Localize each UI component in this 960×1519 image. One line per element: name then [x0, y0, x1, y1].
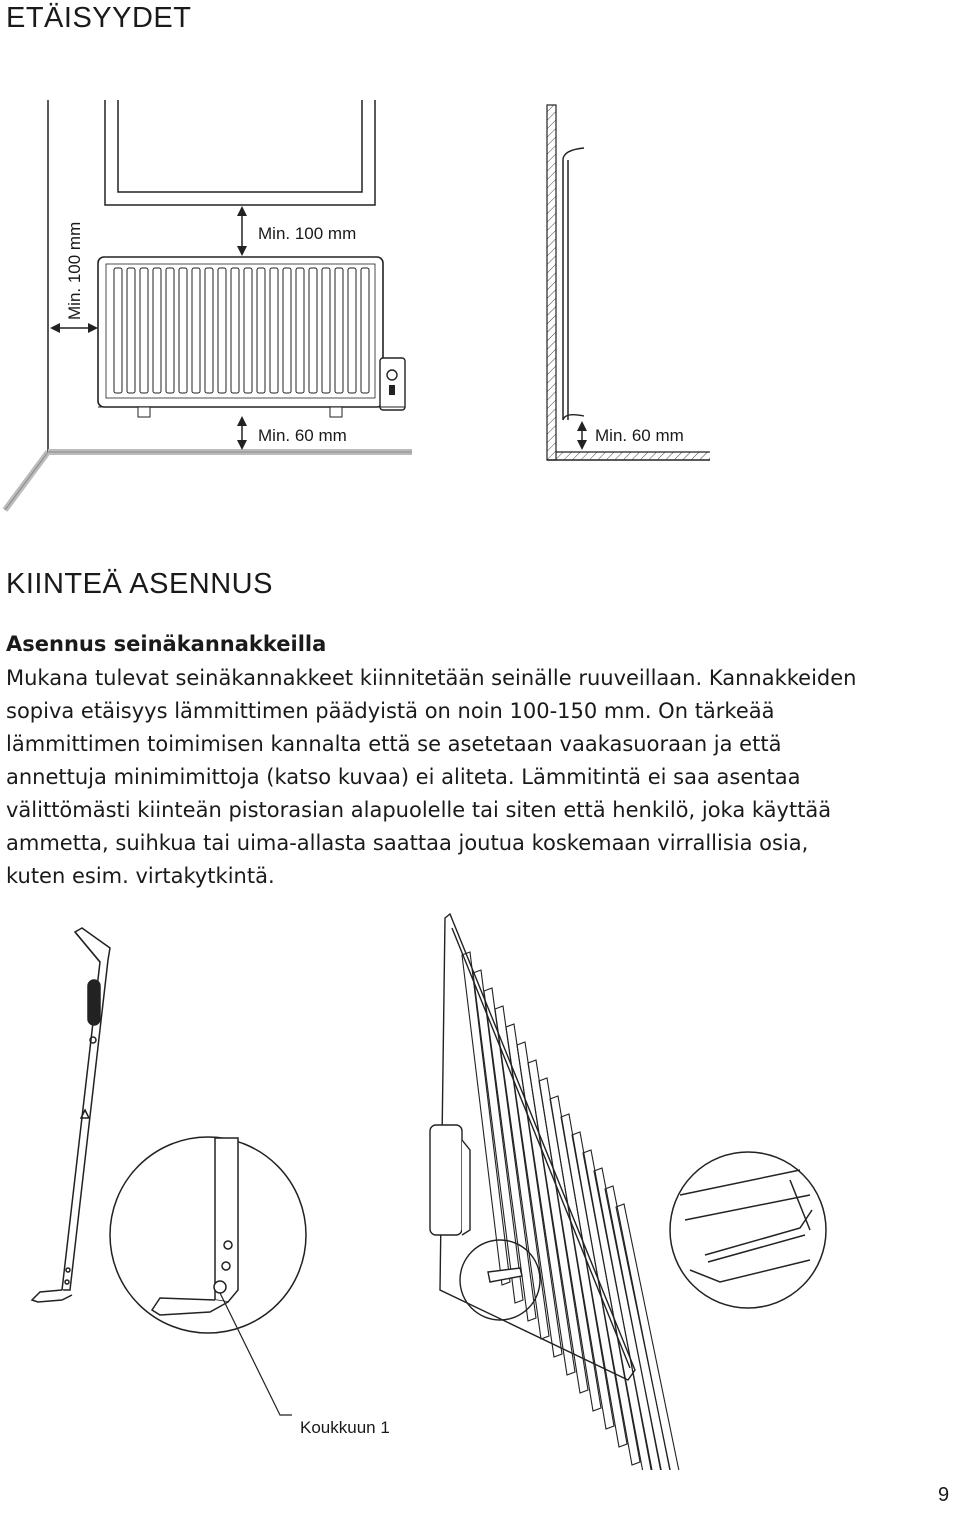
heater-perspective: [430, 914, 692, 1470]
bracket-illustration: [0, 910, 960, 1470]
subheading-wall-brackets: Asennus seinäkannakkeilla: [6, 632, 327, 656]
clearance-diagram: [0, 90, 960, 530]
window-outline: [105, 100, 375, 205]
side-view: [547, 105, 710, 460]
paragraph-line: annettuja minimimittoja (katso kuvaa) ei aliteta. Lämmitintä ei saa asentaa: [6, 765, 801, 789]
paragraph-line: lämmittimen toimimisen kannalta että se asetetaan vaakasuoraan ja että: [6, 732, 782, 756]
paragraph-line: sopiva etäisyys lämmittimen päädyistä on noin 100-150 mm. On tärkeää: [6, 699, 775, 723]
label-top-clearance: Min. 100 mm: [258, 224, 357, 243]
paragraph-line: välittömästi kiinteän pistorasian alapuolelle tai siten että henkilö, joka käyttää: [6, 798, 832, 822]
section-title-fixed-installation: KIINTEÄ ASENNUS: [6, 568, 273, 600]
wall-bracket: [32, 928, 110, 1302]
heater-front-view: [98, 257, 405, 417]
paragraph-line: Mukana tulevat seinäkannakkeet kiinnitetään seinälle ruuveillaan. Kannakkeiden: [6, 666, 857, 690]
label-bottom-clearance: Min. 60 mm: [258, 426, 347, 445]
section-title-distances: ETÄISYYDET: [6, 2, 192, 34]
paragraph-line: kuten esim. virtakytkintä.: [6, 864, 275, 888]
label-side-clearance: Min. 100 mm: [65, 221, 84, 320]
page-number: 9: [938, 1484, 950, 1506]
zoom-detail-bracket: [110, 1137, 306, 1333]
installation-paragraph: [6, 662, 956, 893]
zoom-detail-heater-circle: [670, 1152, 826, 1308]
callout-label: Koukkuun 1: [300, 1418, 390, 1437]
label-side-view-bottom-clearance: Min. 60 mm: [595, 426, 684, 445]
paragraph-line: ammetta, suihkua tai uima-allasta saattaa joutua koskemaan virrallisia osia,: [6, 831, 809, 855]
